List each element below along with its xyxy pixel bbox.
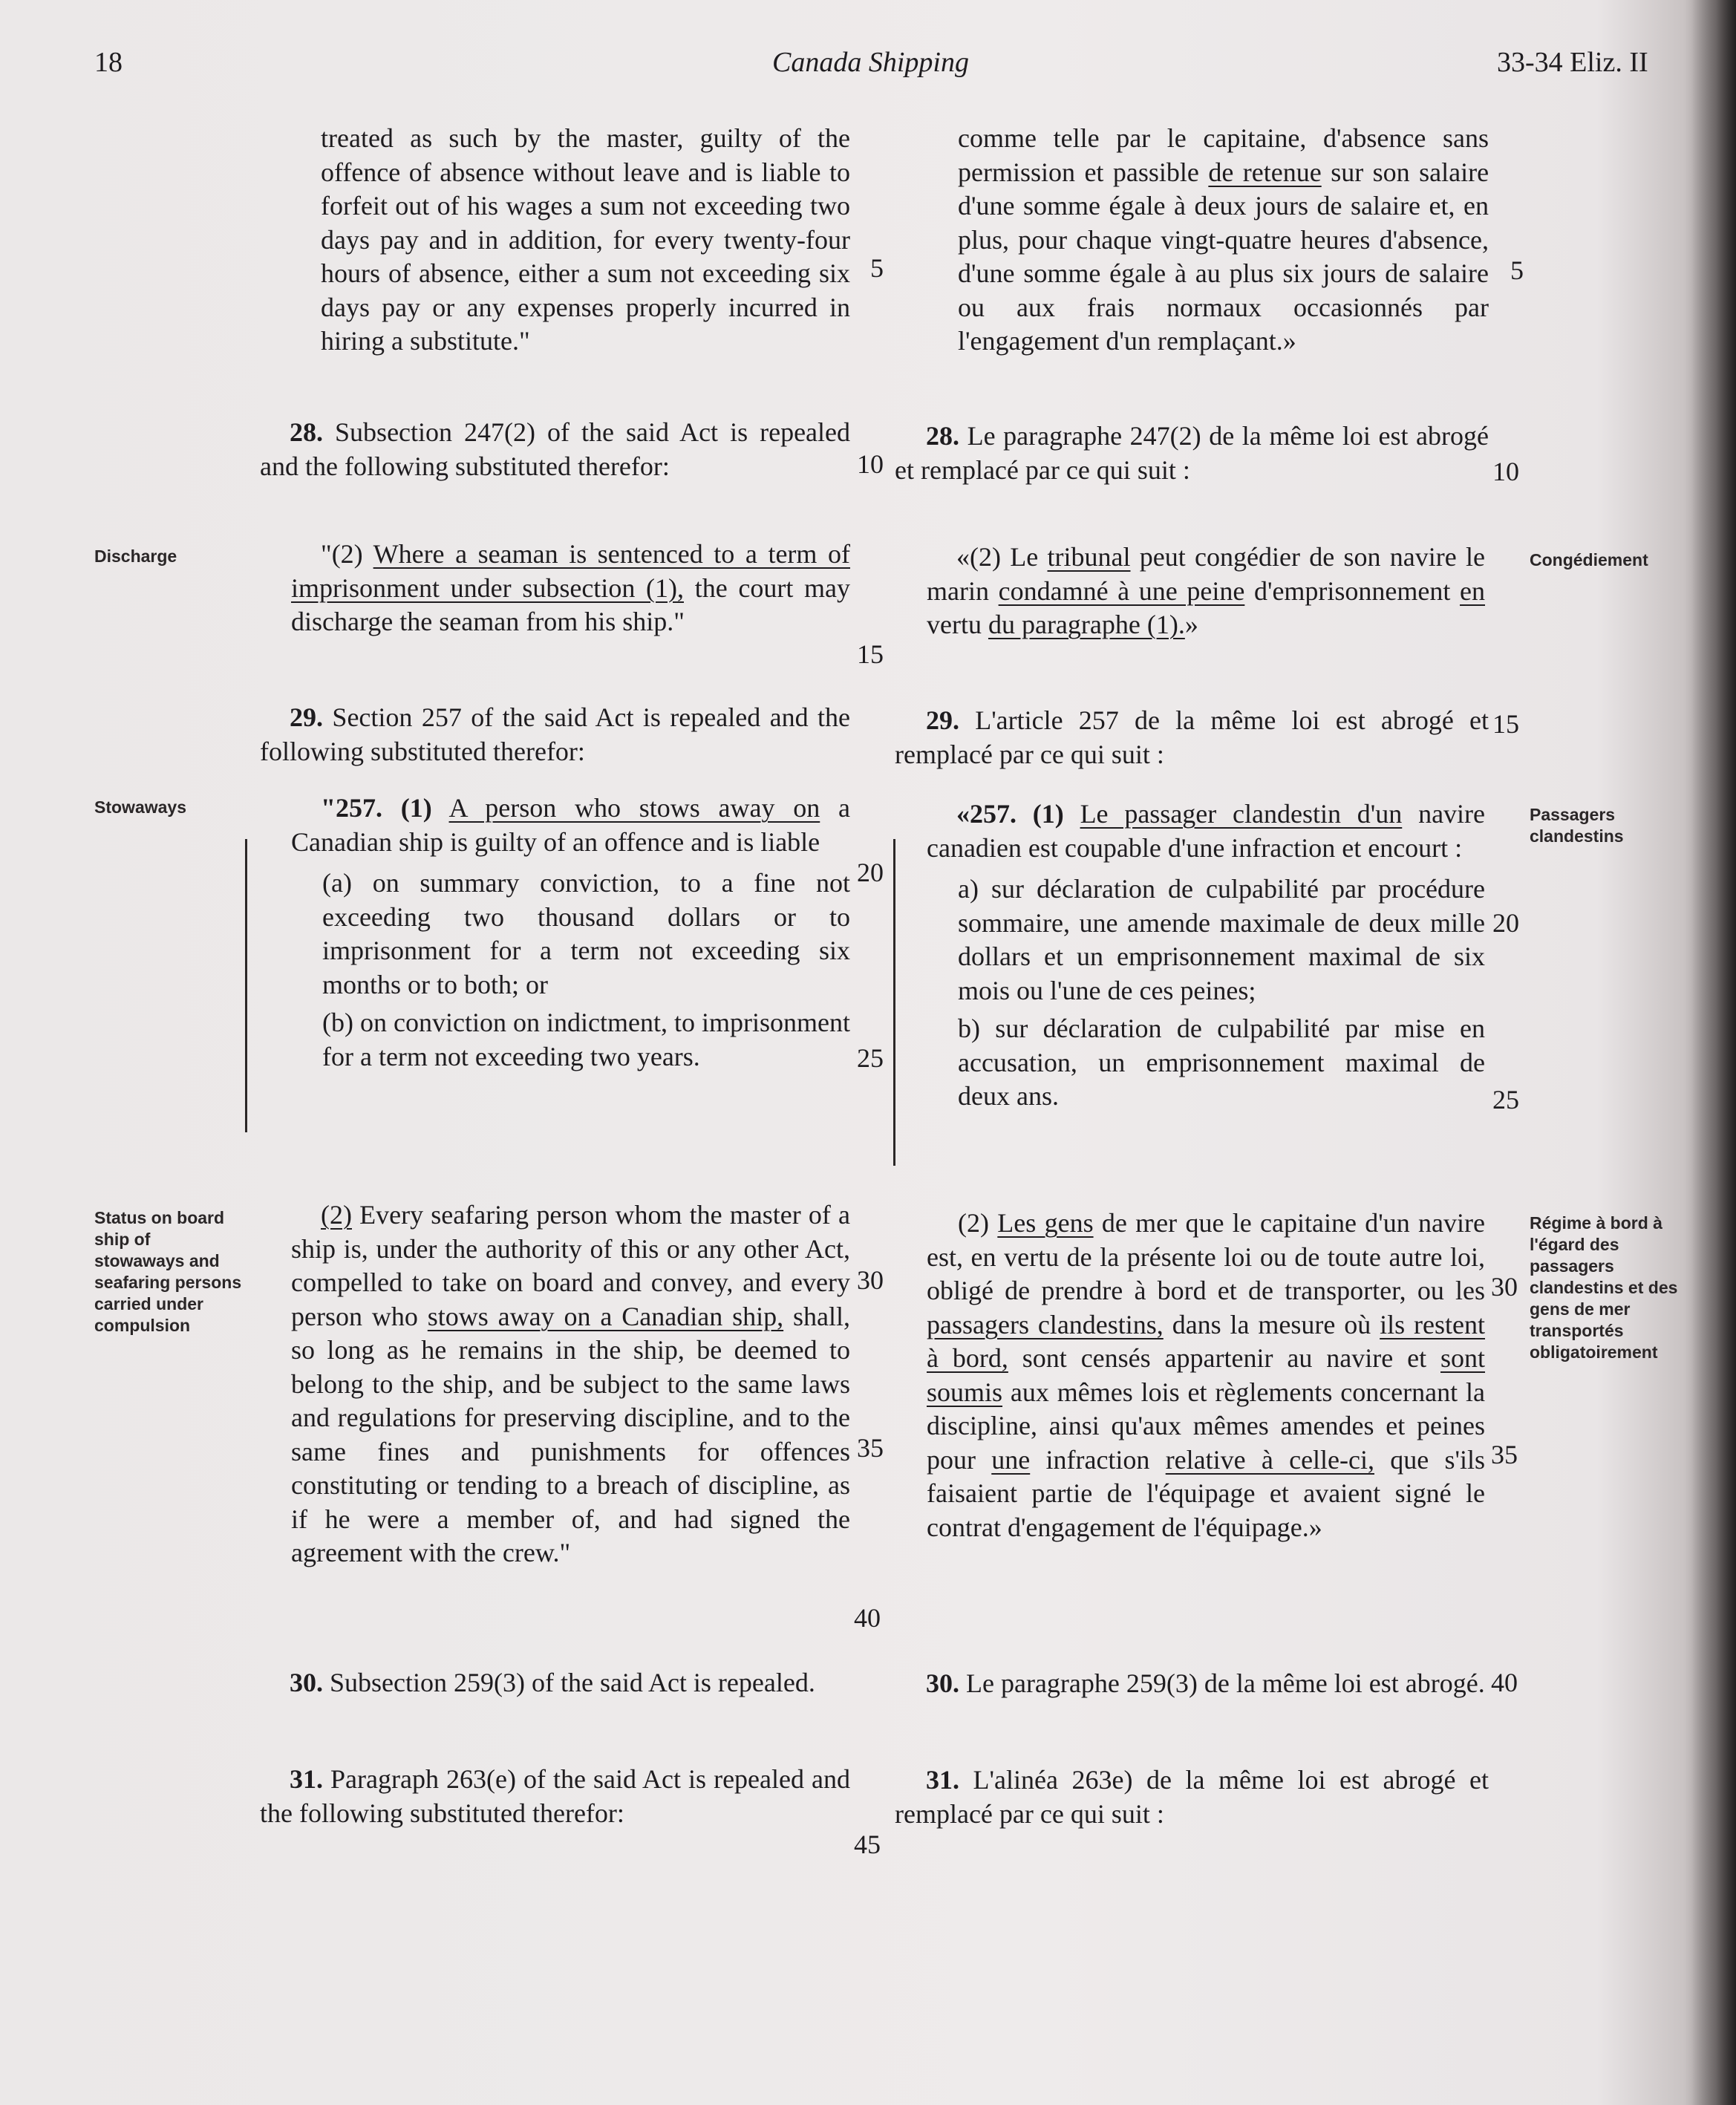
margin-note-passagers: Passagers clandestins <box>1530 805 1624 846</box>
fr-s257-rest: navire canadien est coupable d'une infraction et encourt : <box>927 799 1486 863</box>
fr-s28-quote-u4: du paragraphe (1). <box>988 610 1185 639</box>
en-line-number: 30 <box>857 1265 884 1295</box>
en-s28-text: Subsection 247(2) of the said Act is repealed and the following substituted therefor: <box>260 417 851 481</box>
fr-s257-2-a: (2) <box>958 1208 989 1238</box>
en-s31-text: Paragraph 263(e) of the said Act is repealed and the following substituted therefor: <box>260 1764 851 1828</box>
en-line-number: 25 <box>857 1043 884 1073</box>
book-binding-shadow <box>1691 0 1736 2105</box>
fr-s28-quote-u2: condamné à une peine <box>998 575 1245 606</box>
en-s257-2-number: (2) <box>321 1200 352 1230</box>
fr-s28-text: Le paragraphe 247(2) de la même loi est abrogé et remplacé par ce qui suit : <box>895 421 1489 485</box>
fr-intro-text-a: comme telle par le capitaine, d'absence sans permission et passible <box>958 123 1489 187</box>
en-s257-2-text-b: shall, so long as he remains in the ship, be deemed to belong to the ship, and be subject to the same laws and regulations for preserving discipline, and to the same fines and punishments for offences constituting or tending to a breach of discipline, as if he were a member of, and had signed the agreement with the crew." <box>291 1301 851 1567</box>
fr-s30-text: Le paragraphe 259(3) de la même loi est abrogé. <box>966 1668 1485 1698</box>
en-s31-number: 31. <box>290 1764 323 1794</box>
en-s29-number: 29. <box>290 702 323 732</box>
fr-s28-quote-close: » <box>1184 610 1198 639</box>
margin-note-conge: Congédiement <box>1530 550 1648 570</box>
en-s29-text: Section 257 of the said Act is repealed and the following substituted therefor: <box>260 702 850 766</box>
fr-s257-para-b: b) sur déclaration de culpabilité par mise en accusation, un emprisonnement maximal de deux ans. <box>958 1014 1485 1111</box>
fr-s29-text: L'article 257 de la même loi est abrogé et remplacé par ce qui suit : <box>895 705 1489 769</box>
margin-note-stowaways: Stowaways <box>94 797 186 817</box>
en-section-28 <box>260 416 850 483</box>
en-line-number: 45 <box>854 1830 881 1859</box>
fr-s257-2-u3: ils restent à bord, <box>927 1309 1486 1373</box>
en-line-number: 5 <box>870 253 884 283</box>
fr-s257-amended: Le passager clandestin d'un <box>1080 799 1403 829</box>
en-s257-heading: "257. (1) <box>321 793 432 823</box>
fr-s257-2-g: que s'ils faisaient partie de l'équipage et avaient signé le contrat d'engagement de l'équipage.» <box>927 1444 1485 1542</box>
en-s257-2-text-a: Every seafaring person whom the master of a ship is, under the authority of this or any other Act, compelled to take on board and convey, and every person who <box>291 1200 850 1331</box>
en-section-257-1 <box>260 792 850 1074</box>
fr-intro-text-b: sur son salaire d'une somme égale à deux jours de salaire et, en plus, pour chaque vingt-quatre heures d'absence, d'une somme égale à au plus six jours de salaire ou aux frais normaux occasionnés par l'engagement d'un remplaçant.» <box>958 157 1489 356</box>
fr-line-number: 5 <box>1510 255 1524 285</box>
en-section-31 <box>260 1763 850 1830</box>
page-number: 18 <box>94 47 123 78</box>
fr-line-number: 10 <box>1492 457 1519 486</box>
fr-s257-2-f: infraction <box>1045 1444 1150 1475</box>
en-section-28-quote <box>260 538 850 639</box>
fr-s31-number: 31. <box>926 1765 959 1795</box>
fr-line-number: 20 <box>1492 908 1519 938</box>
fr-s257-2-c: dans la mesure où <box>1172 1309 1371 1339</box>
fr-s31-text: L'alinéa 263e) de la même loi est abrogé et remplacé par ce qui suit : <box>895 1765 1489 1829</box>
fr-s257-2-u5: une <box>991 1444 1031 1475</box>
margin-note-discharge: Discharge <box>94 546 177 566</box>
margin-note-status: Status on board ship of stowaways and seafaring persons carried under compulsion <box>94 1208 242 1335</box>
en-line-number: 35 <box>857 1433 884 1463</box>
en-s257-para-a: (a) on summary conviction, to a fine not exceeding two thousand dollars or to imprisonment for a term not exceeding six months or to both; or <box>322 868 850 999</box>
en-intro-text: treated as such by the master, guilty of the offence of absence without leave and is liable to forfeit out of his wages a sum not exceeding two days pay and in addition, for every twenty-four hours of absence, either a sum not exceeding six days pay or any expenses properly incurred in hiring a substitute." <box>321 123 850 356</box>
fr-s257-2-d: sont censés appartenir au navire et <box>1022 1343 1427 1373</box>
fr-s28-quote-u1: tribunal <box>1047 542 1131 572</box>
fr-s257-2-u4: sont soumis <box>927 1343 1486 1407</box>
fr-s28-quote-mid1: peut congédier de son navire le marin <box>927 542 1485 606</box>
fr-section-257-2 <box>927 1207 1485 1544</box>
en-line-number: 40 <box>854 1603 881 1633</box>
fr-section-30 <box>895 1667 1489 1701</box>
en-line-number: 10 <box>857 449 884 479</box>
en-section-257-2 <box>260 1198 850 1570</box>
fr-section-28 <box>895 420 1489 487</box>
fr-s28-number: 28. <box>926 421 959 451</box>
en-s28-quote-amended: Where a seaman is sentenced to a term of imprisonment under subsection (1), <box>291 539 850 603</box>
fr-s257-2-u2: passagers clandestins, <box>927 1309 1164 1339</box>
fr-s30-number: 30. <box>926 1668 959 1698</box>
fr-s28-quote-u3: en <box>1460 575 1486 606</box>
fr-s29-number: 29. <box>926 705 959 735</box>
en-intro-paragraph <box>260 122 850 359</box>
en-section-29 <box>260 701 850 768</box>
fr-section-29 <box>895 704 1489 771</box>
running-title: Canada Shipping <box>772 47 969 78</box>
en-s30-text: Subsection 259(3) of the said Act is repealed. <box>330 1668 815 1697</box>
en-s30-number: 30. <box>290 1668 323 1697</box>
fr-section-31 <box>895 1763 1489 1831</box>
en-s257-2-amended: stows away on a Canadian ship, <box>427 1301 784 1331</box>
en-line-number: 20 <box>857 858 884 887</box>
amendment-bar-en <box>245 839 247 1132</box>
en-s257-rest: a Canadian ship is guilty of an offence and is liable <box>291 793 851 857</box>
fr-line-number: 25 <box>1492 1085 1519 1114</box>
fr-s257-para-a: a) sur déclaration de culpabilité par procédure sommaire, une amende maximale de deux mille dollars et un emprisonnement maximal de six mois ou l'une de ces peines; <box>958 874 1485 1005</box>
margin-note-regime: Régime à bord à l'égard des passagers clandestins et des gens de mer transportés obligatoirement <box>1530 1213 1678 1362</box>
fr-s257-heading: «257. (1) <box>956 799 1064 829</box>
fr-line-number: 35 <box>1491 1440 1518 1469</box>
fr-s257-2-e: aux mêmes lois et règlements concernant la discipline, ainsi qu'aux mêmes amendes et peines pour <box>927 1377 1485 1475</box>
en-s257-para-b: (b) on conviction on indictment, to imprisonment for a term not exceeding two years. <box>322 1008 850 1071</box>
fr-line-number: 15 <box>1492 709 1519 739</box>
fr-s28-quote-mid2: d'emprisonnement <box>1253 575 1451 606</box>
fr-s257-2-u6: relative à celle-ci, <box>1165 1444 1374 1475</box>
fr-s257-2-u1: Les gens <box>997 1208 1094 1238</box>
en-s28-quote-rest: the court may discharge the seaman from his ship." <box>291 572 850 636</box>
fr-s28-quote-mid3: vertu <box>927 610 982 639</box>
en-section-30 <box>260 1666 850 1700</box>
fr-s28-quote-open: «(2) Le <box>956 542 1039 572</box>
fr-line-number: 40 <box>1491 1668 1518 1697</box>
fr-intro-amended: de retenue <box>1208 157 1322 187</box>
en-s28-number: 28. <box>290 417 323 447</box>
en-s257-amended: A person who stows away on <box>448 793 820 823</box>
fr-section-257-1 <box>927 797 1485 1114</box>
fr-section-28-quote <box>927 541 1485 642</box>
amendment-bar-fr <box>893 839 895 1166</box>
fr-intro-paragraph <box>958 122 1489 359</box>
statute-reference: 33-34 Eliz. II <box>1497 47 1648 78</box>
fr-line-number: 30 <box>1491 1272 1518 1302</box>
en-line-number: 15 <box>857 639 884 669</box>
fr-s257-2-b: de mer que le capitaine d'un navire est, en vertu de la présente loi ou de toute autre loi, obligé de prendre à bord et de transporter, ou les <box>927 1208 1486 1305</box>
en-s28-quote-open: "(2) <box>321 539 363 569</box>
